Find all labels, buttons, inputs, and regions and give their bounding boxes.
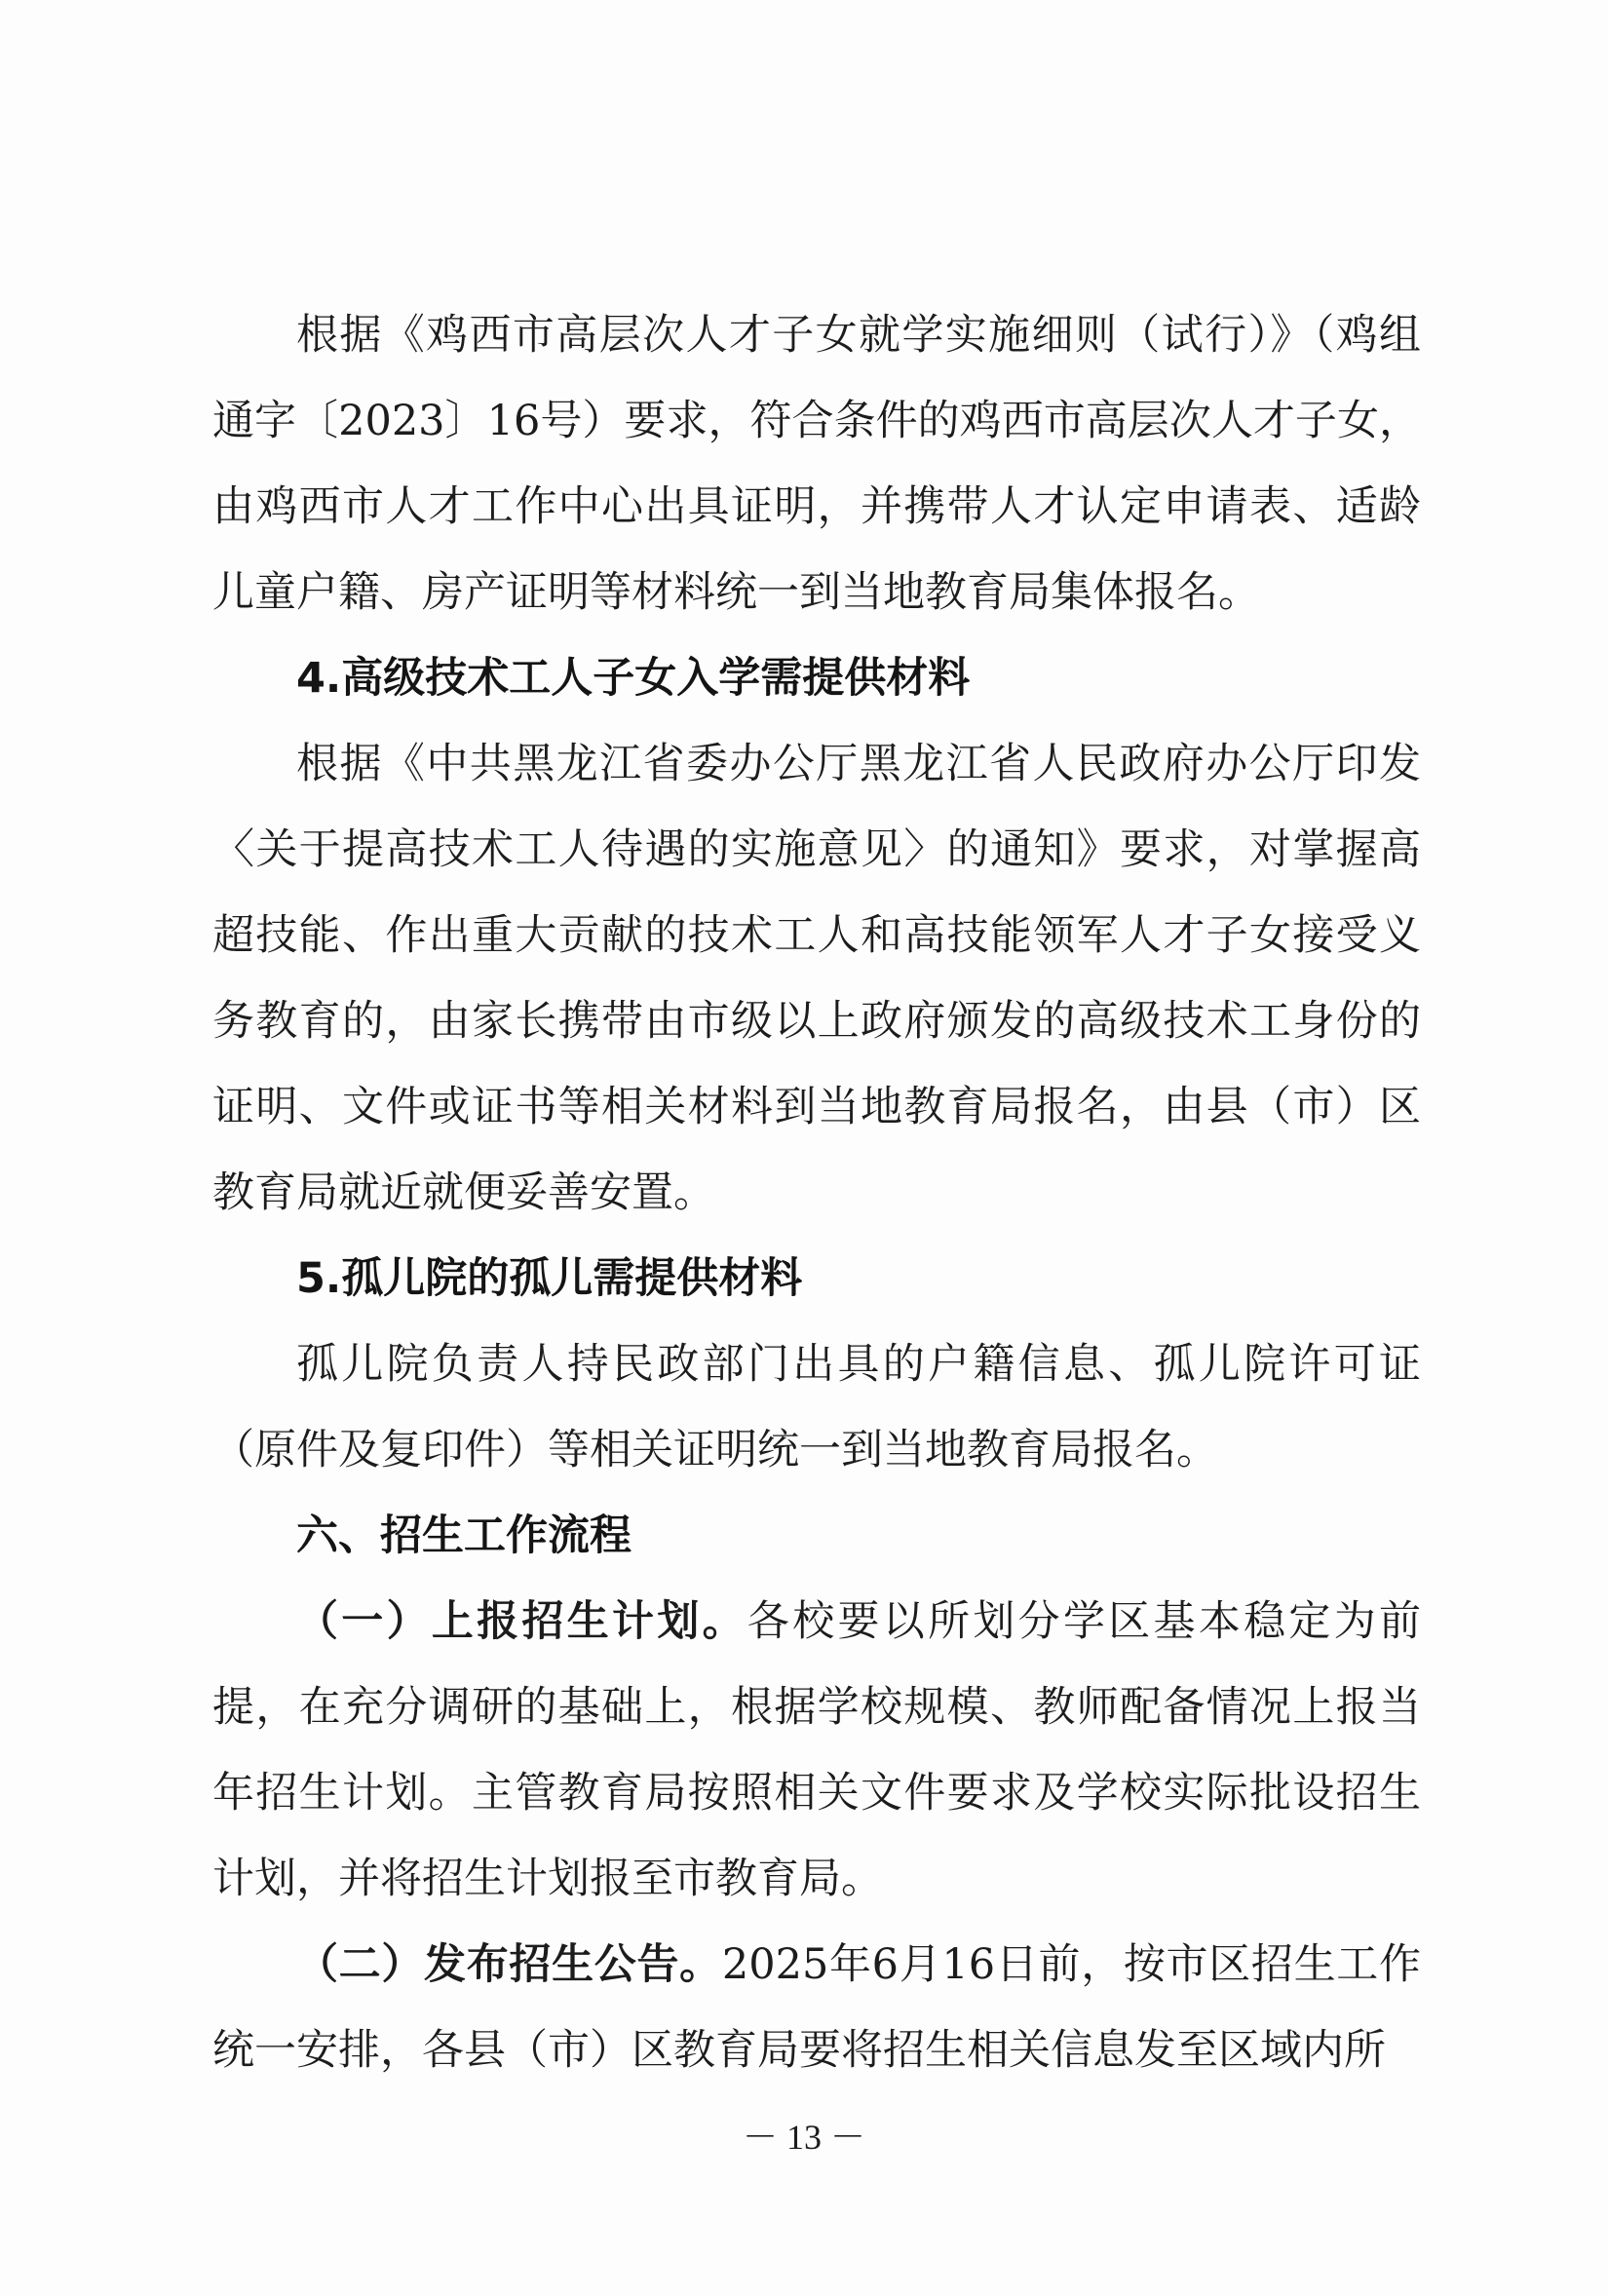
- enrollment-plan-body: 各校要以所划分学区基本稳定为前提，在充分调研的基础上，根据学校规模、教师配备情况上报当年招生计划。主管教育局按照相关文件要求及学校实际批设招生计划，并将招生计划报至市教育局。: [212, 1597, 1422, 1903]
- enrollment-plan-lead: （一）上报招生计划。: [296, 1597, 747, 1646]
- heading-orphans: 5.孤儿院的孤儿需提供材料: [296, 1254, 803, 1303]
- paragraph-enrollment-plan: [212, 1579, 1421, 1922]
- document-body: [212, 292, 1421, 2093]
- paragraph-enrollment-notice: [212, 1922, 1421, 2093]
- enrollment-notice-body: 2025年6月16日前，按市区招生工作统一安排，各县（市）区教育局要将招生相关信息发至区域内所: [212, 1940, 1421, 2075]
- heading-enrollment-process: 六、招生工作流程: [296, 1512, 632, 1560]
- paragraph-skilled-workers: 根据《中共黑龙江省委办公厅黑龙江省人民政府办公厅印发〈关于提高技术工人待遇的实施意见〉的通知》要求，对掌握高超技能、作出重大贡献的技术工人和高技能领军人才子女接受义务教育的，由家长携带由市级以上政府颁发的高级技术工身份的证明、文件或证书等相关材料到当地教育局报名，由县（市）区教育局就近就便妥善安置。: [212, 740, 1421, 1217]
- page-number: － 13 －: [742, 2118, 865, 2157]
- paragraph-orphans: 孤儿院负责人持民政部门出具的户籍信息、孤儿院许可证（原件及复印件）等相关证明统一到当地教育局报名。: [212, 1340, 1421, 1474]
- enrollment-notice-lead: （二）发布招生公告。: [296, 1940, 722, 1989]
- heading-skilled-workers: 4.高级技术工人子女入学需提供材料: [296, 654, 971, 703]
- paragraph-talent-children: 根据《鸡西市高层次人才子女就学实施细则（试行）》（鸡组通字〔2023〕16号）要求，符合条件的鸡西市高层次人才子女，由鸡西市人才工作中心出具证明，并携带人才认定申请表、适龄儿童户籍、房产证明等材料统一到当地教育局集体报名。: [212, 311, 1421, 617]
